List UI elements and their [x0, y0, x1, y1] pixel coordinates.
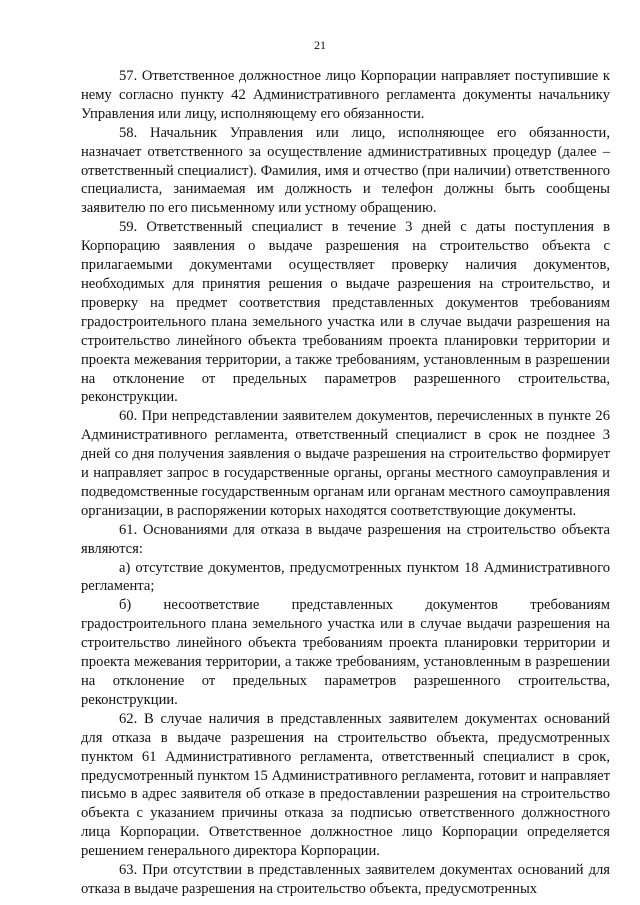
paragraph-57: 57. Ответственное должностное лицо Корпорации направляет поступившие к нему согласно пункту 42 Административного регламента документы начальнику Управления или лицу, исполняющему его обязанности.: [81, 68, 610, 122]
paragraph-61-item-b: б) несоответствие представленных документов требованиям градостроительного плана земельного участка или в случае выдачи разрешения на строительство линейного объекта требованиям проекта планировки территории и проекта межевания территории, а также требованиям, установленным в разрешении на отклонение от предельных параметров разрешенного строительства, реконструкции.: [81, 597, 610, 708]
paragraph-58: 58. Начальник Управления или лицо, исполняющее его обязанности, назначает ответственного за осуществление административных процедур (далее – ответственный специалист). Фамилия, имя и отчество (при наличии) ответственного специалиста, занимаемая им должность и телефон должны быть сообщены заявителю по его письменному или устному обращению.: [81, 124, 610, 217]
paragraph-61: 61. Основаниями для отказа в выдаче разрешения на строительство объекта являются:: [81, 521, 610, 557]
paragraph-59: 59. Ответственный специалист в течение 3 дней с даты поступления в Корпорацию заявления о выдаче разрешения на строительство объекта с прилагаемыми документами осуществляет проверку наличия документов, необходимых для принятия решения о выдаче разрешения на строительство, и проверку на предмет соответствия представленных документов требованиям градостроительного плана земельного участка или в случае выдачи разрешения на строительство линейного объекта требованиям проекта планировки территории и проекта межевания территории, а также требованиям, установленным в разрешении на отклонение от предельных параметров разрешенного строительства, реконструкции.: [81, 219, 610, 406]
paragraph-62: 62. В случае наличия в представленных заявителем документах оснований для отказа в выдаче разрешения на строительство объекта, предусмотренных пунктом 61 Административного регламента, ответственный специалист в срок, предусмотренный пунктом 15 Административного регламента, готовит и направляет письмо в адрес заявителя об отказе в предоставлении разрешения на строительство объекта с указанием причины отказа за подписью ответственного должностного лица Корпорации. Ответственное должностное лицо Корпорации определяется решением генерального директора Корпорации.: [81, 710, 610, 860]
paragraph-61-item-a: а) отсутствие документов, предусмотренных пунктом 18 Административного регламента;: [81, 559, 610, 595]
page-number: 21: [314, 38, 326, 52]
paragraph-63: 63. При отсутствии в представленных заявителем документах оснований для отказа в выдаче разрешения на строительство объекта, предусмотренных: [81, 862, 610, 897]
paragraph-60: 60. При непредставлении заявителем документов, перечисленных в пункте 26 Административного регламента, ответственный специалист в срок не позднее 3 дней со дня получения заявления о выдаче разрешения на строительство формирует и направляет запрос в государственные органы, органы местного самоуправления и подведомственные государственным органам или органам местного самоуправления организации, в распоряжении которых находятся соответствующие документы.: [81, 408, 610, 519]
document-body: [81, 67, 610, 899]
